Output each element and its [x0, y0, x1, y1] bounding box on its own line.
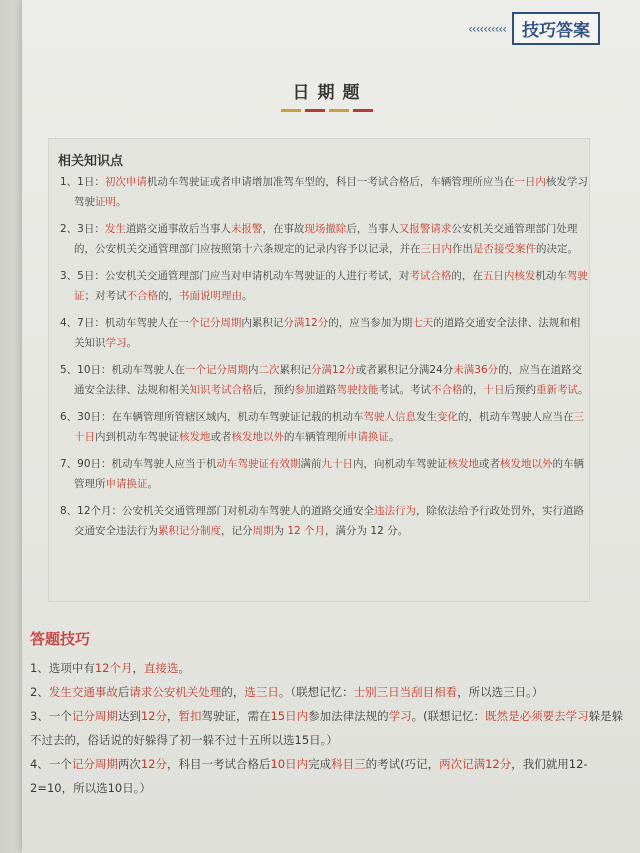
highlighted-text: 两次记满12分	[439, 757, 512, 771]
text-segment: 3、5日：公安机关交通管理部门应当对申请机动车驾驶证的人进行考试，对	[60, 270, 410, 282]
text-segment: ；对考试	[84, 290, 127, 302]
text-segment: 的，	[221, 685, 245, 699]
highlighted-text: 核发地以外	[231, 431, 284, 443]
highlighted-text: 15日内	[270, 709, 309, 723]
tips-heading: 答题技巧	[30, 630, 91, 648]
text-segment: 为	[273, 525, 288, 537]
text-segment: ，所以选三日。）	[457, 685, 544, 699]
highlighted-text: 五日内核发	[482, 270, 536, 282]
text-segment: 的，	[462, 384, 484, 396]
highlighted-text: 二次	[258, 364, 280, 376]
tip-item	[30, 680, 630, 704]
highlighted-text: 考试合格	[409, 270, 452, 282]
highlighted-text: 证明	[95, 196, 116, 208]
highlighted-text: 发生	[104, 223, 126, 235]
highlighted-text: 申请换证	[105, 478, 148, 490]
text-segment: 。	[126, 337, 137, 349]
highlighted-text: 12 个月	[287, 525, 326, 537]
text-segment: 。	[578, 384, 589, 396]
highlighted-text: 分满12分	[311, 364, 356, 376]
text-segment: 后预约	[504, 384, 536, 396]
section-tag	[468, 12, 600, 45]
highlighted-text: 三十日	[74, 411, 585, 443]
text-segment: 的车辆管理所	[74, 458, 585, 490]
highlighted-text: 书面说明理由	[179, 290, 242, 302]
highlighted-text: 三日内	[420, 243, 452, 255]
text-segment: 4、一个	[30, 757, 72, 771]
highlighted-text: 直接选	[143, 661, 179, 675]
text-segment: 6、30日：在车辆管理所管辖区域内，机动车驾驶证记载的机动车	[60, 411, 364, 423]
page-title: 日期题	[292, 83, 368, 103]
text-segment: 。(联想记忆：	[411, 709, 486, 723]
underline-segment	[281, 109, 301, 112]
text-segment: 。	[178, 661, 190, 675]
text-segment: 考试。考试	[378, 384, 431, 396]
underline-segment	[329, 109, 349, 112]
text-segment: 或者	[210, 431, 232, 443]
text-segment: 5、10日：机动车驾驶人在	[60, 364, 186, 376]
highlighted-text: 暂扣	[178, 709, 202, 723]
text-segment: 3、一个	[30, 709, 72, 723]
text-segment: ，科目一考试合格后	[166, 757, 271, 771]
text-segment: 后，预约	[252, 384, 295, 396]
text-segment: 2、	[30, 685, 49, 699]
underline-segment	[305, 109, 325, 112]
tip-item	[30, 656, 630, 680]
knowledge-item	[60, 172, 590, 212]
text-segment: ，	[166, 709, 179, 723]
highlighted-text: 12分	[140, 709, 167, 723]
chevron-decoration-icon: ‹‹‹‹‹‹‹‹‹‹	[468, 21, 506, 36]
highlighted-text: 请求公安机关处理	[129, 685, 222, 699]
text-segment: 道路交通事故后当事人	[125, 223, 231, 235]
highlighted-text: 学习	[105, 337, 127, 349]
highlighted-text: 士别三日当刮目相看	[353, 685, 458, 699]
text-segment: ，除依法给予行政处罚外，实行道路交通安全违法行为	[74, 505, 585, 537]
highlighted-text: 一个记分周期	[178, 317, 242, 329]
text-segment: 7、90日：机动车驾驶人应当于机	[60, 458, 217, 470]
text-segment: 的，在	[451, 270, 483, 282]
highlighted-text: 现场撤除	[304, 223, 347, 235]
highlighted-text: 不合格	[126, 290, 158, 302]
tips-list	[30, 656, 630, 800]
highlighted-text: 知识考试合格	[189, 384, 253, 396]
highlighted-text: 核发地以外	[500, 458, 553, 470]
text-segment: 1、1日：	[60, 176, 105, 188]
text-segment: 。	[242, 290, 253, 302]
text-segment: ，	[132, 661, 144, 675]
text-segment: 内到机动车驾驶证	[95, 431, 179, 443]
knowledge-item	[60, 266, 590, 306]
text-segment: ，记分	[221, 525, 253, 537]
highlighted-text: 科目三	[331, 757, 366, 771]
text-segment: 的道路交通安全法律、法规和相关知识	[74, 317, 581, 349]
tip-item	[30, 704, 630, 752]
highlighted-text: 动车驾驶证有效期	[216, 458, 301, 470]
text-segment: 道路	[315, 384, 337, 396]
text-segment: 机动车驾驶证或者申请增加准驾车型的，科目一考试合格后，车辆管理所应当在	[146, 176, 515, 188]
text-segment: 。	[116, 196, 127, 208]
text-segment: 机动车	[535, 270, 567, 282]
highlighted-text: 核发地	[447, 458, 480, 470]
section-tag-label: 技巧答案	[512, 12, 600, 45]
knowledge-item	[60, 501, 590, 541]
text-segment: 两次	[117, 757, 141, 771]
knowledge-item	[60, 360, 590, 400]
highlighted-text: 重新考试	[536, 384, 578, 396]
text-segment: 后	[117, 685, 130, 699]
highlighted-text: 一个记分周期	[185, 364, 249, 376]
text-segment: 2、3日：	[60, 223, 105, 235]
text-segment: 1、选项中有	[30, 661, 95, 675]
highlighted-text: 七天	[412, 317, 434, 329]
knowledge-item	[60, 313, 590, 353]
text-segment: 后，当事人	[346, 223, 399, 235]
highlighted-text: 九十日	[321, 458, 354, 470]
highlighted-text: 驾驶技能	[336, 384, 379, 396]
highlighted-text: 参加	[294, 384, 316, 396]
highlighted-text: 12分	[140, 757, 167, 771]
highlighted-text: 学习	[388, 709, 412, 723]
text-segment: 。	[147, 478, 158, 490]
text-segment: 内，向机动车驾驶证	[353, 458, 448, 470]
page-title-area	[0, 78, 640, 112]
knowledge-item	[60, 407, 590, 447]
text-segment: 的，应当参加为期	[328, 317, 413, 329]
text-segment: 。	[389, 431, 400, 443]
highlighted-text: 一日内	[514, 176, 546, 188]
underline-segment	[353, 109, 373, 112]
highlighted-text: 十日	[483, 384, 505, 396]
book-gutter	[0, 0, 22, 853]
text-segment: 内	[248, 364, 259, 376]
highlighted-text: 请求	[430, 223, 452, 235]
highlighted-text: 是否接受案件	[473, 243, 536, 255]
highlighted-text: 累积记分制度	[158, 525, 221, 537]
text-segment: 公安机关交通管理部门处理的，公安机关交通管理部门应按照第十六条规定的记录内容予以记录，并在	[74, 223, 578, 255]
highlighted-text: 记分周期	[71, 709, 118, 723]
text-segment: 内累积记	[241, 317, 284, 329]
highlighted-text: 发生交通事故	[48, 685, 118, 699]
text-segment: 完成	[308, 757, 332, 771]
text-segment: 作出	[452, 243, 473, 255]
highlighted-text: 12个月	[94, 661, 133, 675]
knowledge-item	[60, 219, 590, 259]
highlighted-text: 违法行为	[374, 505, 417, 517]
text-segment: 累积记	[279, 364, 312, 376]
title-underline	[14, 109, 640, 112]
highlighted-text: 未满36分	[453, 364, 499, 376]
text-segment: 的车辆管理所	[284, 431, 347, 443]
highlighted-text: 选三日	[244, 685, 279, 699]
highlighted-text: 分满12分	[283, 317, 329, 329]
highlighted-text: 既然是必须要去学习	[485, 709, 589, 723]
highlighted-text: 初次申请	[104, 176, 147, 188]
highlighted-text: 周期	[252, 525, 274, 537]
text-segment: 核发学习驾驶	[74, 176, 588, 208]
knowledge-heading: 相关知识点	[58, 154, 124, 169]
text-segment: 躲是躲不过去的，俗话说的好躲得了初一躲不过十五所以选15日。）	[30, 709, 624, 747]
text-segment: 的决定。	[536, 243, 578, 255]
text-segment: 8、12个月：公安机关交通管理部门对机动车驾驶人的道路交通安全	[60, 505, 375, 517]
text-segment: 。（联想记忆：	[278, 685, 354, 699]
highlighted-text: 又报警	[398, 223, 431, 235]
highlighted-text: 驾驶证	[74, 270, 588, 302]
highlighted-text: 核发地	[179, 431, 211, 443]
text-segment: ，我们就用12-2=10，所以选10日。）	[30, 757, 588, 795]
highlighted-text: 10日内	[270, 757, 309, 771]
highlighted-text: 驾驶人信息	[363, 411, 417, 423]
text-segment: 的，	[158, 290, 179, 302]
highlighted-text: 变化	[437, 411, 459, 423]
text-segment: 或者累积记分满24分	[355, 364, 454, 376]
highlighted-text: 申请换证	[347, 431, 389, 443]
text-segment: 满前	[300, 458, 322, 470]
text-segment: ，满分为 12 分。	[325, 525, 409, 537]
highlighted-text: 不合格	[431, 384, 463, 396]
text-segment: 发生	[416, 411, 438, 423]
text-segment: 参加法律法规的	[308, 709, 389, 723]
text-segment: 驾驶证，需在	[201, 709, 271, 723]
knowledge-item	[60, 454, 590, 494]
text-segment: 的，应当在道路交通安全法律、法规和相关	[74, 364, 583, 396]
text-segment: 的考试(巧记，	[365, 757, 440, 771]
tip-item	[30, 752, 630, 800]
highlighted-text: 未报警	[230, 223, 263, 235]
text-segment: 或者	[479, 458, 501, 470]
text-segment: 4、7日：机动车驾驶人在	[60, 317, 179, 329]
text-segment: ，在事故	[262, 223, 305, 235]
highlighted-text: 记分周期	[71, 757, 118, 771]
text-segment: 达到	[117, 709, 141, 723]
knowledge-list	[60, 172, 590, 548]
text-segment: 的，机动车驾驶人应当在	[458, 411, 574, 423]
